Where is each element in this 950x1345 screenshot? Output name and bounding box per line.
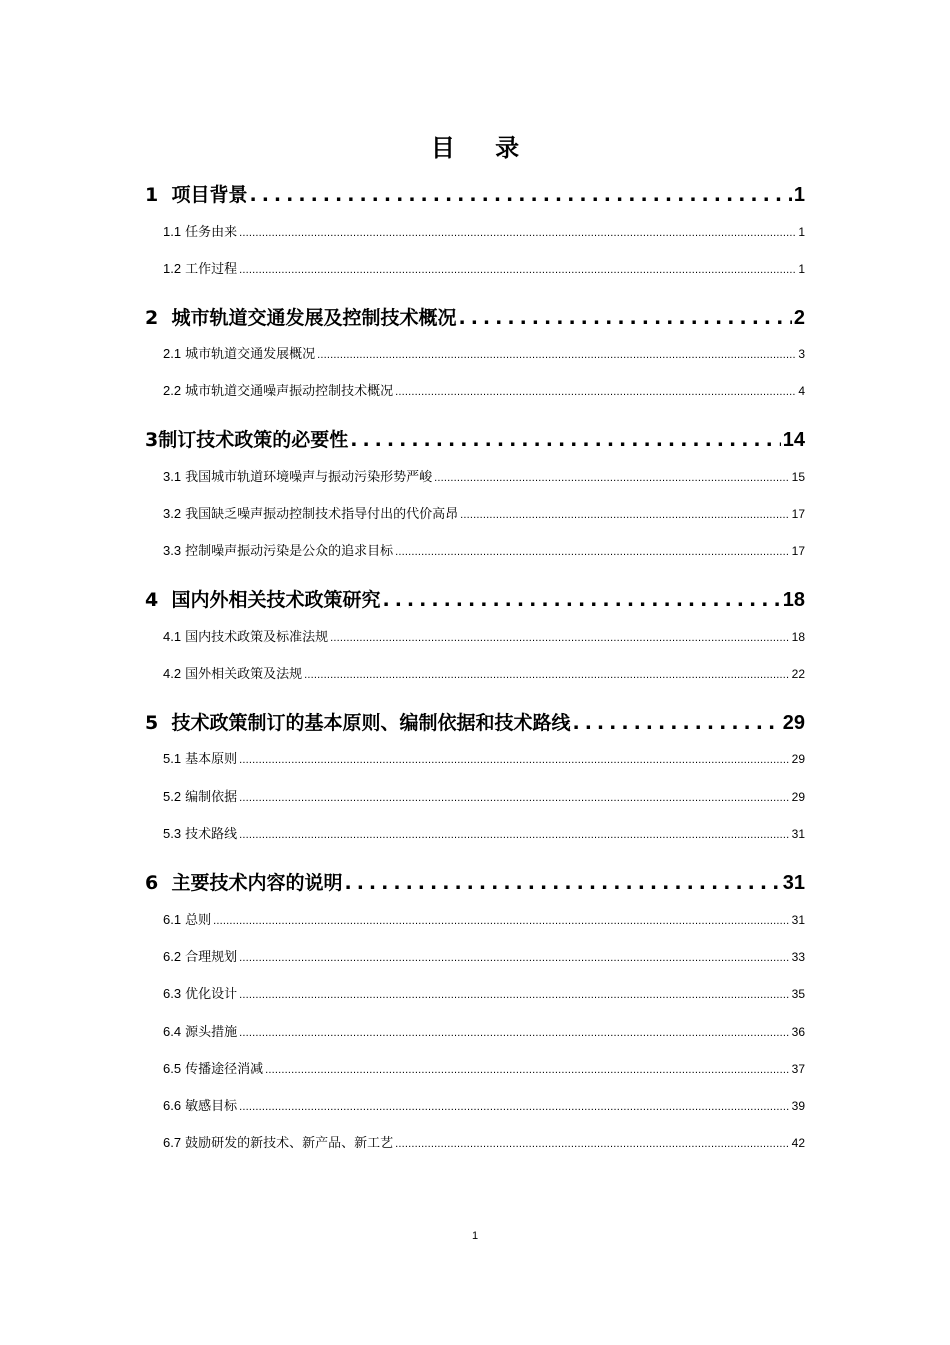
section-title: 国内外相关技术政策研究 <box>171 589 381 611</box>
toc-item-2-1[interactable] <box>145 343 805 362</box>
dot-leader <box>239 829 790 841</box>
dot-leader <box>572 712 780 734</box>
toc-item-5-1[interactable] <box>145 748 805 767</box>
item-number: 6.7 <box>163 1135 182 1150</box>
item-page-number: 17 <box>791 507 805 521</box>
section-title: 主要技术内容的说明 <box>171 872 343 894</box>
item-page-number: 29 <box>791 790 805 804</box>
toc-item-6-3[interactable] <box>145 983 805 1002</box>
toc-section-5[interactable] <box>145 708 805 735</box>
item-page-number: 37 <box>791 1062 805 1076</box>
item-title: 源头措施 <box>185 1025 238 1040</box>
toc-title: 目 录 <box>430 134 536 162</box>
toc-item-4-1[interactable] <box>145 626 805 645</box>
item-page-number: 15 <box>791 470 805 484</box>
toc-item-6-4[interactable] <box>145 1021 805 1040</box>
item-title: 总则 <box>185 913 212 928</box>
dot-leader <box>395 1138 790 1150</box>
dot-leader <box>213 915 790 927</box>
section-number: 2 <box>145 307 159 329</box>
section-title: 技术政策制订的基本原则、编制依据和技术路线 <box>171 712 571 734</box>
item-title: 敏感目标 <box>185 1099 238 1114</box>
item-number: 5.3 <box>163 826 182 841</box>
item-page-number: 18 <box>791 630 805 644</box>
dot-leader <box>344 872 780 894</box>
item-page-number: 1 <box>798 262 805 276</box>
item-page-number: 31 <box>791 913 805 927</box>
item-title: 国内技术政策及标准法规 <box>185 630 329 645</box>
item-title: 国外相关政策及法规 <box>185 667 303 682</box>
dot-leader <box>330 632 790 644</box>
toc-section-2[interactable] <box>145 303 805 330</box>
item-page-number: 35 <box>791 987 805 1001</box>
toc-item-6-5[interactable] <box>145 1058 805 1077</box>
item-number: 4.2 <box>163 666 182 681</box>
item-number: 6.4 <box>163 1024 182 1039</box>
dot-leader <box>265 1064 790 1076</box>
dot-leader <box>239 792 790 804</box>
item-title: 鼓励研发的新技术、新产品、新工艺 <box>185 1136 394 1151</box>
item-number: 5.1 <box>163 751 182 766</box>
item-number: 4.1 <box>163 629 182 644</box>
toc-item-3-2[interactable] <box>145 503 805 522</box>
dot-leader <box>395 386 796 398</box>
item-title: 基本原则 <box>185 752 238 767</box>
item-number: 3.3 <box>163 543 182 558</box>
section-page-number: 18 <box>782 589 805 611</box>
section-page-number: 29 <box>782 712 805 734</box>
dot-leader <box>239 952 790 964</box>
item-title: 城市轨道交通噪声振动控制技术概况 <box>185 384 394 399</box>
item-title: 编制依据 <box>185 790 238 805</box>
item-title: 我国缺乏噪声振动控制技术指导付出的代价高昂 <box>185 507 459 522</box>
toc-item-6-7[interactable] <box>145 1132 805 1151</box>
item-number: 6.5 <box>163 1061 182 1076</box>
toc-item-6-2[interactable] <box>145 946 805 965</box>
item-number: 1.1 <box>163 224 182 239</box>
item-title: 任务由来 <box>185 225 238 240</box>
dot-leader <box>239 264 796 276</box>
item-number: 6.2 <box>163 949 182 964</box>
toc-item-5-3[interactable] <box>145 823 805 842</box>
section-number: 6 <box>145 872 159 894</box>
toc-item-5-2[interactable] <box>145 786 805 805</box>
item-number: 6.1 <box>163 912 182 927</box>
dot-leader <box>239 989 790 1001</box>
dot-leader <box>395 546 790 558</box>
section-title: 城市轨道交通发展及控制技术概况 <box>171 307 457 329</box>
section-number: 5 <box>145 712 159 734</box>
dot-leader <box>239 1027 790 1039</box>
dot-leader <box>239 227 796 239</box>
item-title: 技术路线 <box>185 827 238 842</box>
item-number: 3.2 <box>163 506 182 521</box>
item-number: 1.2 <box>163 261 182 276</box>
item-page-number: 36 <box>791 1025 805 1039</box>
dot-leader <box>239 754 790 766</box>
toc-item-1-2[interactable] <box>145 258 805 277</box>
toc-item-1-1[interactable] <box>145 221 805 240</box>
toc-section-1[interactable] <box>145 180 805 207</box>
section-page-number: 14 <box>782 429 805 451</box>
item-title: 优化设计 <box>185 987 238 1002</box>
item-page-number: 22 <box>791 667 805 681</box>
item-title: 我国城市轨道环境噪声与振动污染形势严峻 <box>185 470 433 485</box>
section-number: 3 <box>145 429 159 451</box>
section-number: 1 <box>145 184 159 206</box>
item-page-number: 31 <box>791 827 805 841</box>
section-number: 4 <box>145 589 159 611</box>
section-page-number: 1 <box>793 184 805 206</box>
dot-leader <box>434 472 790 484</box>
item-number: 6.6 <box>163 1098 182 1113</box>
dot-leader <box>350 429 781 451</box>
toc-section-3[interactable] <box>145 425 805 452</box>
item-page-number: 29 <box>791 752 805 766</box>
item-title: 合理规划 <box>185 950 238 965</box>
item-page-number: 4 <box>798 384 805 398</box>
item-title: 工作过程 <box>185 262 238 277</box>
item-page-number: 39 <box>791 1099 805 1113</box>
toc-item-4-2[interactable] <box>145 663 805 682</box>
toc-section-4[interactable] <box>145 585 805 612</box>
item-page-number: 3 <box>798 347 805 361</box>
dot-leader <box>458 307 791 329</box>
item-number: 2.2 <box>163 383 182 398</box>
toc-item-6-6[interactable] <box>145 1095 805 1114</box>
dot-leader <box>382 589 780 611</box>
item-page-number: 1 <box>798 225 805 239</box>
dot-leader <box>460 509 790 521</box>
toc-item-3-3[interactable] <box>145 540 805 559</box>
section-page-number: 31 <box>782 872 805 894</box>
toc-item-6-1[interactable] <box>145 909 805 928</box>
item-title: 传播途径消减 <box>185 1062 264 1077</box>
item-number: 3.1 <box>163 469 182 484</box>
item-page-number: 33 <box>791 950 805 964</box>
page-footer-number: 1 <box>471 1230 479 1242</box>
item-title: 城市轨道交通发展概况 <box>185 347 316 362</box>
item-number: 6.3 <box>163 986 182 1001</box>
item-title: 控制噪声振动污染是公众的追求目标 <box>185 544 394 559</box>
toc-section-6[interactable] <box>145 868 805 895</box>
section-page-number: 2 <box>793 307 805 329</box>
section-title: 项目背景 <box>171 184 248 206</box>
dot-leader <box>249 184 791 206</box>
item-page-number: 42 <box>791 1136 805 1150</box>
item-number: 2.1 <box>163 346 182 361</box>
section-title: 制订技术政策的必要性 <box>158 429 349 451</box>
item-number: 5.2 <box>163 789 182 804</box>
dot-leader <box>304 669 790 681</box>
toc-item-2-2[interactable] <box>145 380 805 399</box>
item-page-number: 17 <box>791 544 805 558</box>
dot-leader <box>239 1101 790 1113</box>
toc-item-3-1[interactable] <box>145 466 805 485</box>
dot-leader <box>317 349 796 361</box>
